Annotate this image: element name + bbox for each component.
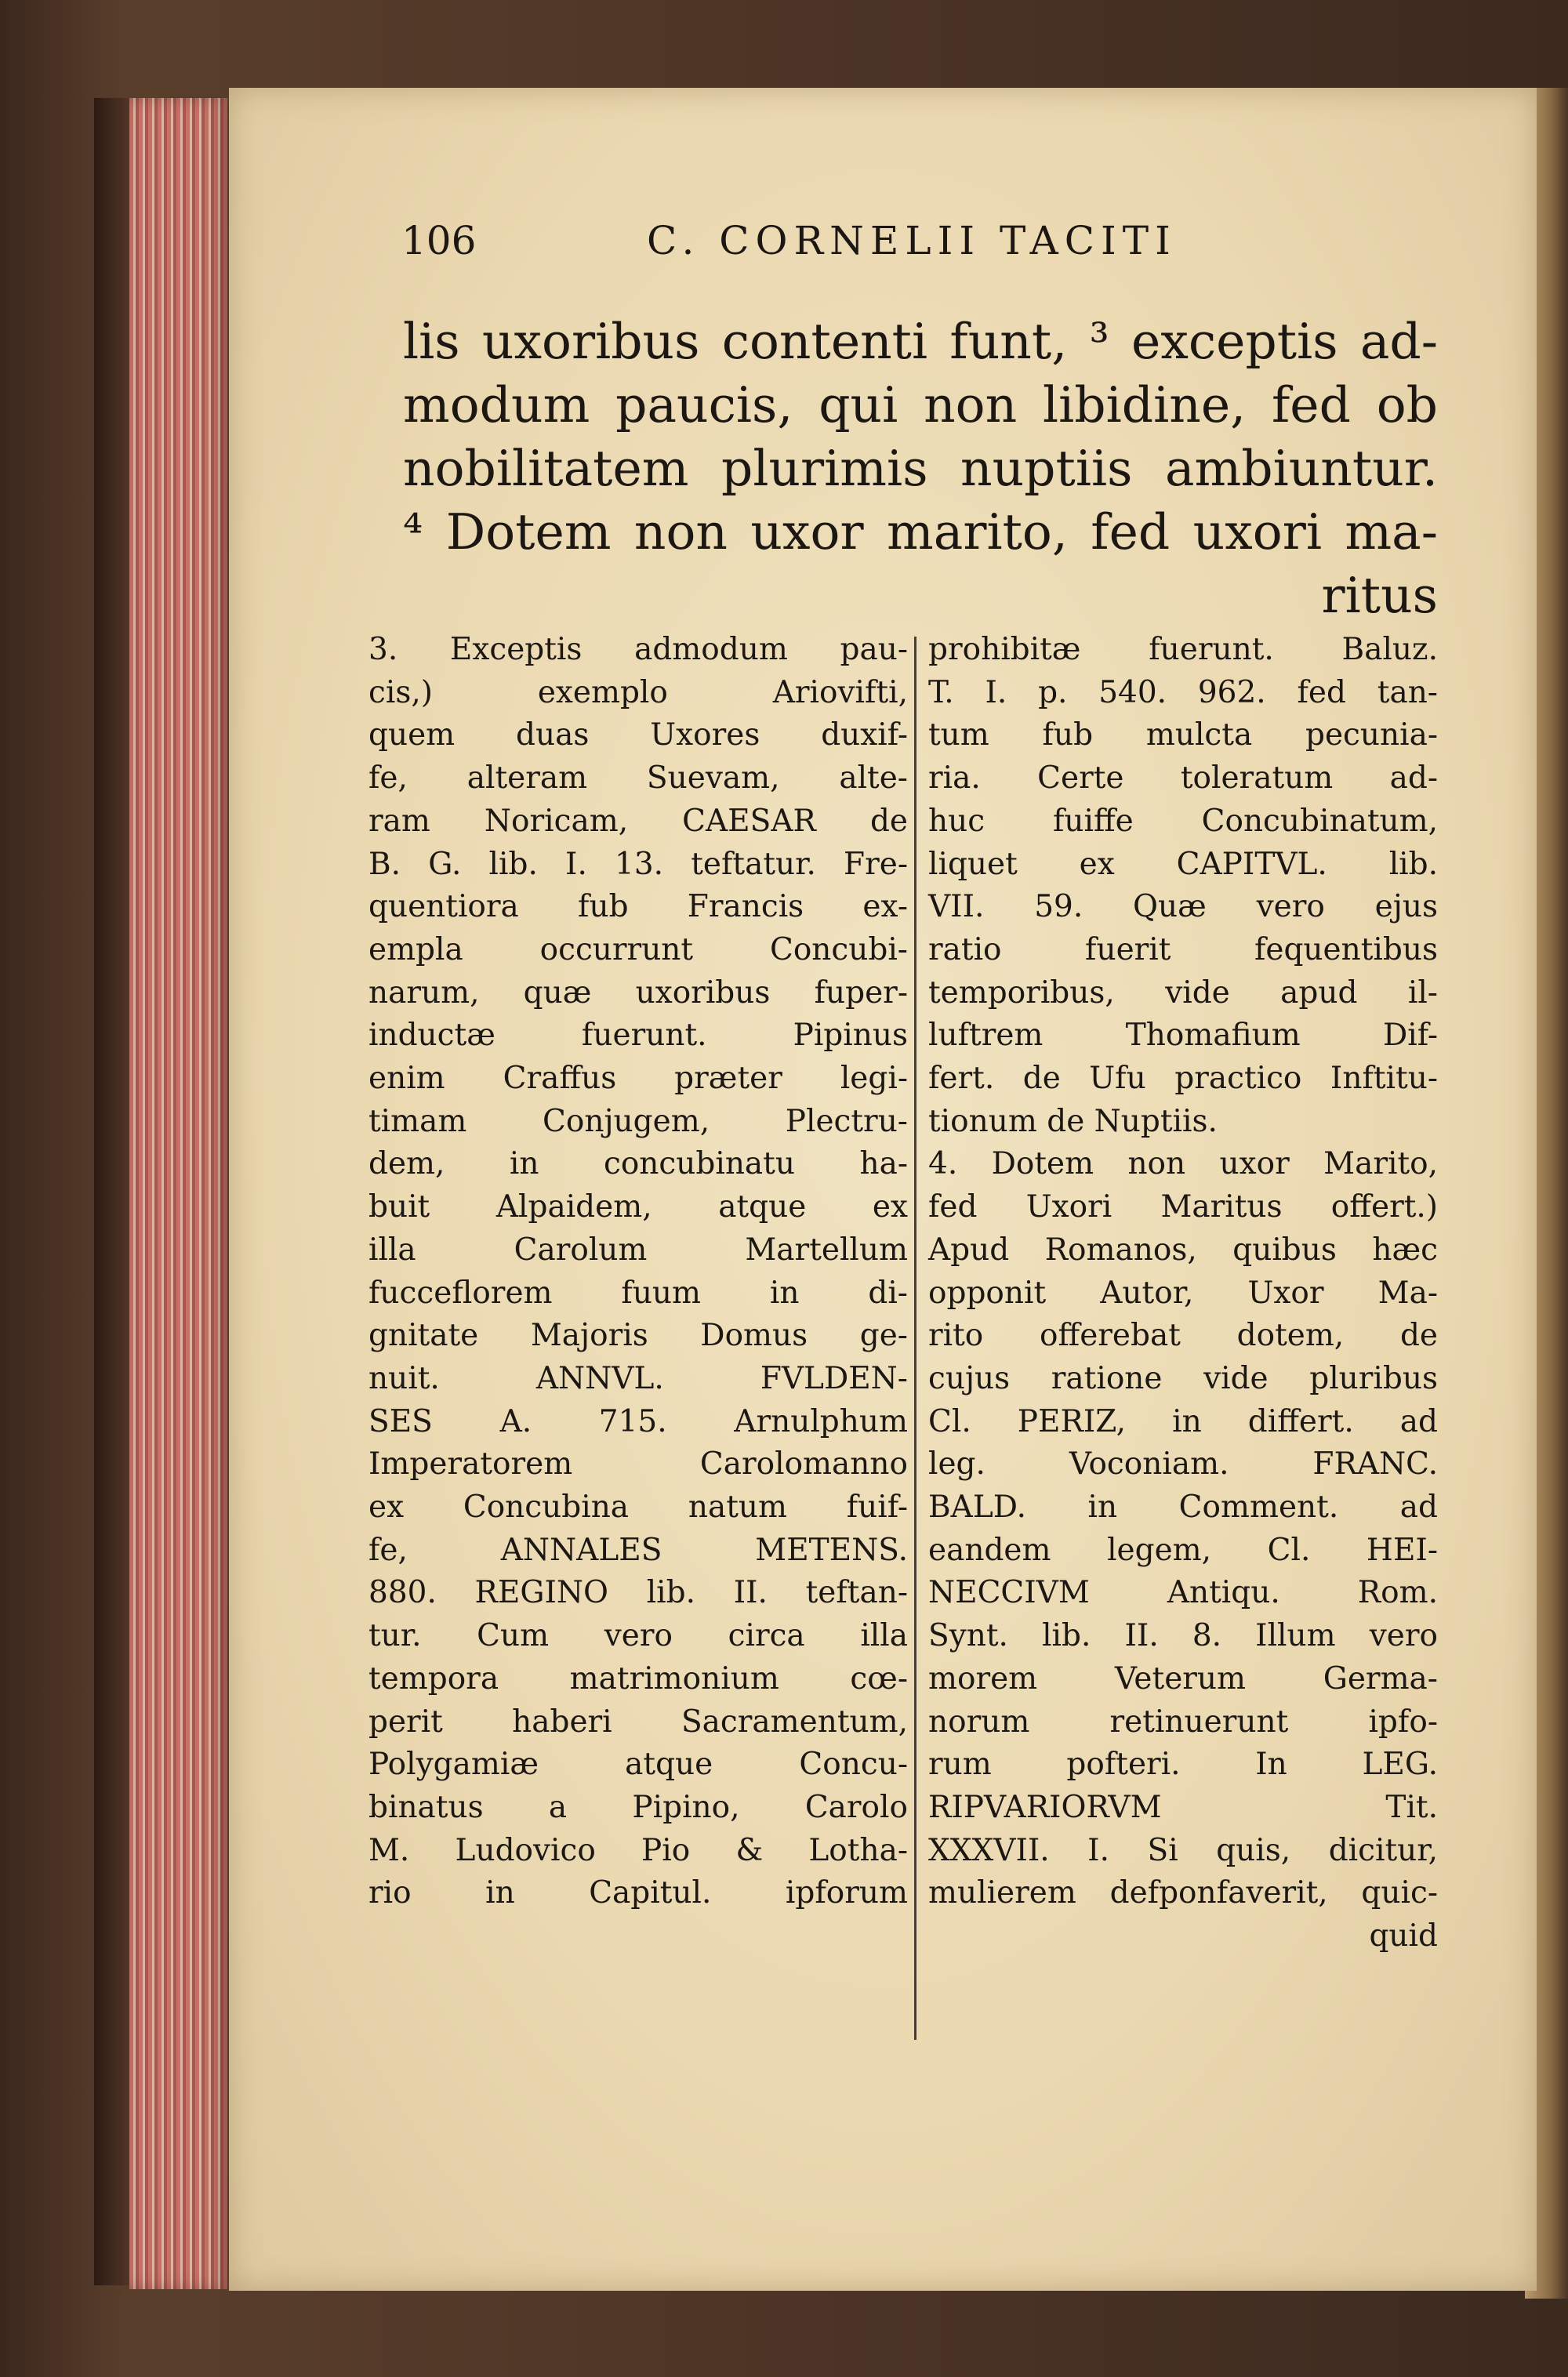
footnote-line: luftrem Thomafium Dif- [928,1018,1438,1054]
footnote-line: fe, alteram Suevam, alte- [368,760,908,797]
footnote-line: tur. Cum vero circa illa [368,1618,908,1654]
footnote-line: timam Conjugem, Plectru- [368,1103,908,1139]
footnote-line: illa Carolum Martellum [368,1232,908,1268]
main-text-line: nobilitatem plurimis nuptiis ambiuntur. [403,440,1438,497]
footnote-line: rum pofteri. In LEG. [928,1747,1438,1783]
footnote-line: tempora matrimonium cœ- [368,1660,908,1697]
footnote-catchword: quid [1369,1918,1438,1954]
footnote-line: inductæ fuerunt. Pipinus [368,1018,908,1054]
footnote-line: fed Uxori Maritus offert.) [928,1189,1438,1225]
footnote-line: cujus ratione vide pluribus [928,1360,1438,1396]
main-text-line: modum paucis, qui non libidine, fed ob [403,376,1438,434]
footnote-line: fe, ANNALES METENS. [368,1532,908,1568]
footnote-line: quem duas Uxores duxif- [368,717,908,753]
footnote-line: ratio fuerit fequentibus [928,931,1438,967]
page-stack-edge [129,98,227,2289]
running-head: C. CORNELII TACITI [647,218,1177,263]
footnote-line: enim Craffus præter legi- [368,1061,908,1097]
footnote-line: narum, quæ uxoribus fuper- [368,974,908,1011]
footnote-line: empla occurrunt Concubi- [368,931,908,967]
footnote-line: Cl. PERIZ, in differt. ad [928,1403,1438,1439]
footnote-line: temporibus, vide apud il- [928,974,1438,1011]
footnote-line: eandem legem, Cl. HEI- [928,1532,1438,1568]
footnote-line: gnitate Majoris Domus ge- [368,1318,908,1354]
footnote-line: Synt. lib. II. 8. Illum vero [928,1618,1438,1654]
footnote-line: norum retinuerunt ipfo- [928,1704,1438,1740]
footnote-line: buit Alpaidem, atque ex [368,1189,908,1225]
footnote-line: rito offerebat dotem, de [928,1318,1438,1354]
footnote-line: Imperatorem Carolomanno [368,1446,908,1482]
footnote-line: T. I. p. 540. 962. fed tan- [928,674,1438,710]
footnote-left-column [368,629,908,1915]
footnote-line: huc fuiffe Concubinatum, [928,803,1438,839]
footnote-right-column [928,629,1438,1958]
footnote-line: Apud Romanos, quibus hæc [928,1232,1438,1268]
footnote-line: SES A. 715. Arnulphum [368,1403,908,1439]
footnote-line: 880. REGINO lib. II. teftan- [368,1575,908,1611]
footnote-line: quentiora fub Francis ex- [368,889,908,925]
footnote-line: liquet ex CAPITVL. lib. [928,846,1438,882]
footnote-line: rio in Capitul. ipforum [368,1875,908,1911]
footnote-column-rule [914,637,916,2040]
footnote-line: morem Veterum Germa- [928,1660,1438,1697]
footnote-line: cis,) exemplo Ariovifti, [368,674,908,710]
footnote-line: ram Noricam, CAESAR de [368,803,908,839]
main-text-line: ⁴ Dotem non uxor marito, fed uxori ma- [403,503,1438,561]
footnote-line: ria. Certe toleratum ad- [928,760,1438,797]
footnote-line: dem, in concubinatu ha- [368,1146,908,1182]
footnote-line: ex Concubina natum fuif- [368,1490,908,1526]
footnote-line: B. G. lib. I. 13. teftatur. Fre- [368,846,908,882]
page-number: 106 [401,218,477,263]
footnote-line: NECCIVM Antiqu. Rom. [928,1575,1438,1611]
footnote-line: 3. Exceptis admodum pau- [368,632,908,667]
footnote-line: leg. Voconiam. FRANC. [928,1446,1438,1482]
footnote-line: XXXVII. I. Si quis, dicitur, [928,1832,1438,1868]
footnote-line: RIPVARIORVM Tit. [928,1789,1438,1825]
footnote-line: BALD. in Comment. ad [928,1490,1438,1526]
footnote-line: fert. de Ufu practico Inftitu- [928,1061,1438,1097]
main-text-line: lis uxoribus contenti funt, ³ exceptis ad- [403,313,1438,370]
footnote-line: prohibitæ fuerunt. Baluz. [928,632,1438,667]
footnote-line: VII. 59. Quæ vero ejus [928,889,1438,925]
footnote-line: tionum de Nuptiis. [928,1103,1218,1139]
main-text-block [403,310,1438,627]
footnote-line: Polygamiæ atque Concu- [368,1747,908,1783]
footnote-line: perit haberi Sacramentum, [368,1704,908,1740]
main-text-line: ritus [1321,567,1438,624]
footnote-line: 4. Dotem non uxor Marito, [928,1146,1438,1182]
footnote-line: M. Ludovico Pio & Lotha- [368,1832,908,1868]
footnote-line: fucceflorem fuum in di- [368,1275,908,1311]
footnote-line: tum fub mulcta pecunia- [928,717,1438,753]
footnote-line: binatus a Pipino, Carolo [368,1789,908,1825]
footnote-line: mulierem defponfaverit, quic- [928,1875,1438,1911]
footnote-line: nuit. ANNVL. FVLDEN- [368,1360,908,1396]
footnote-line: opponit Autor, Uxor Ma- [928,1275,1438,1311]
